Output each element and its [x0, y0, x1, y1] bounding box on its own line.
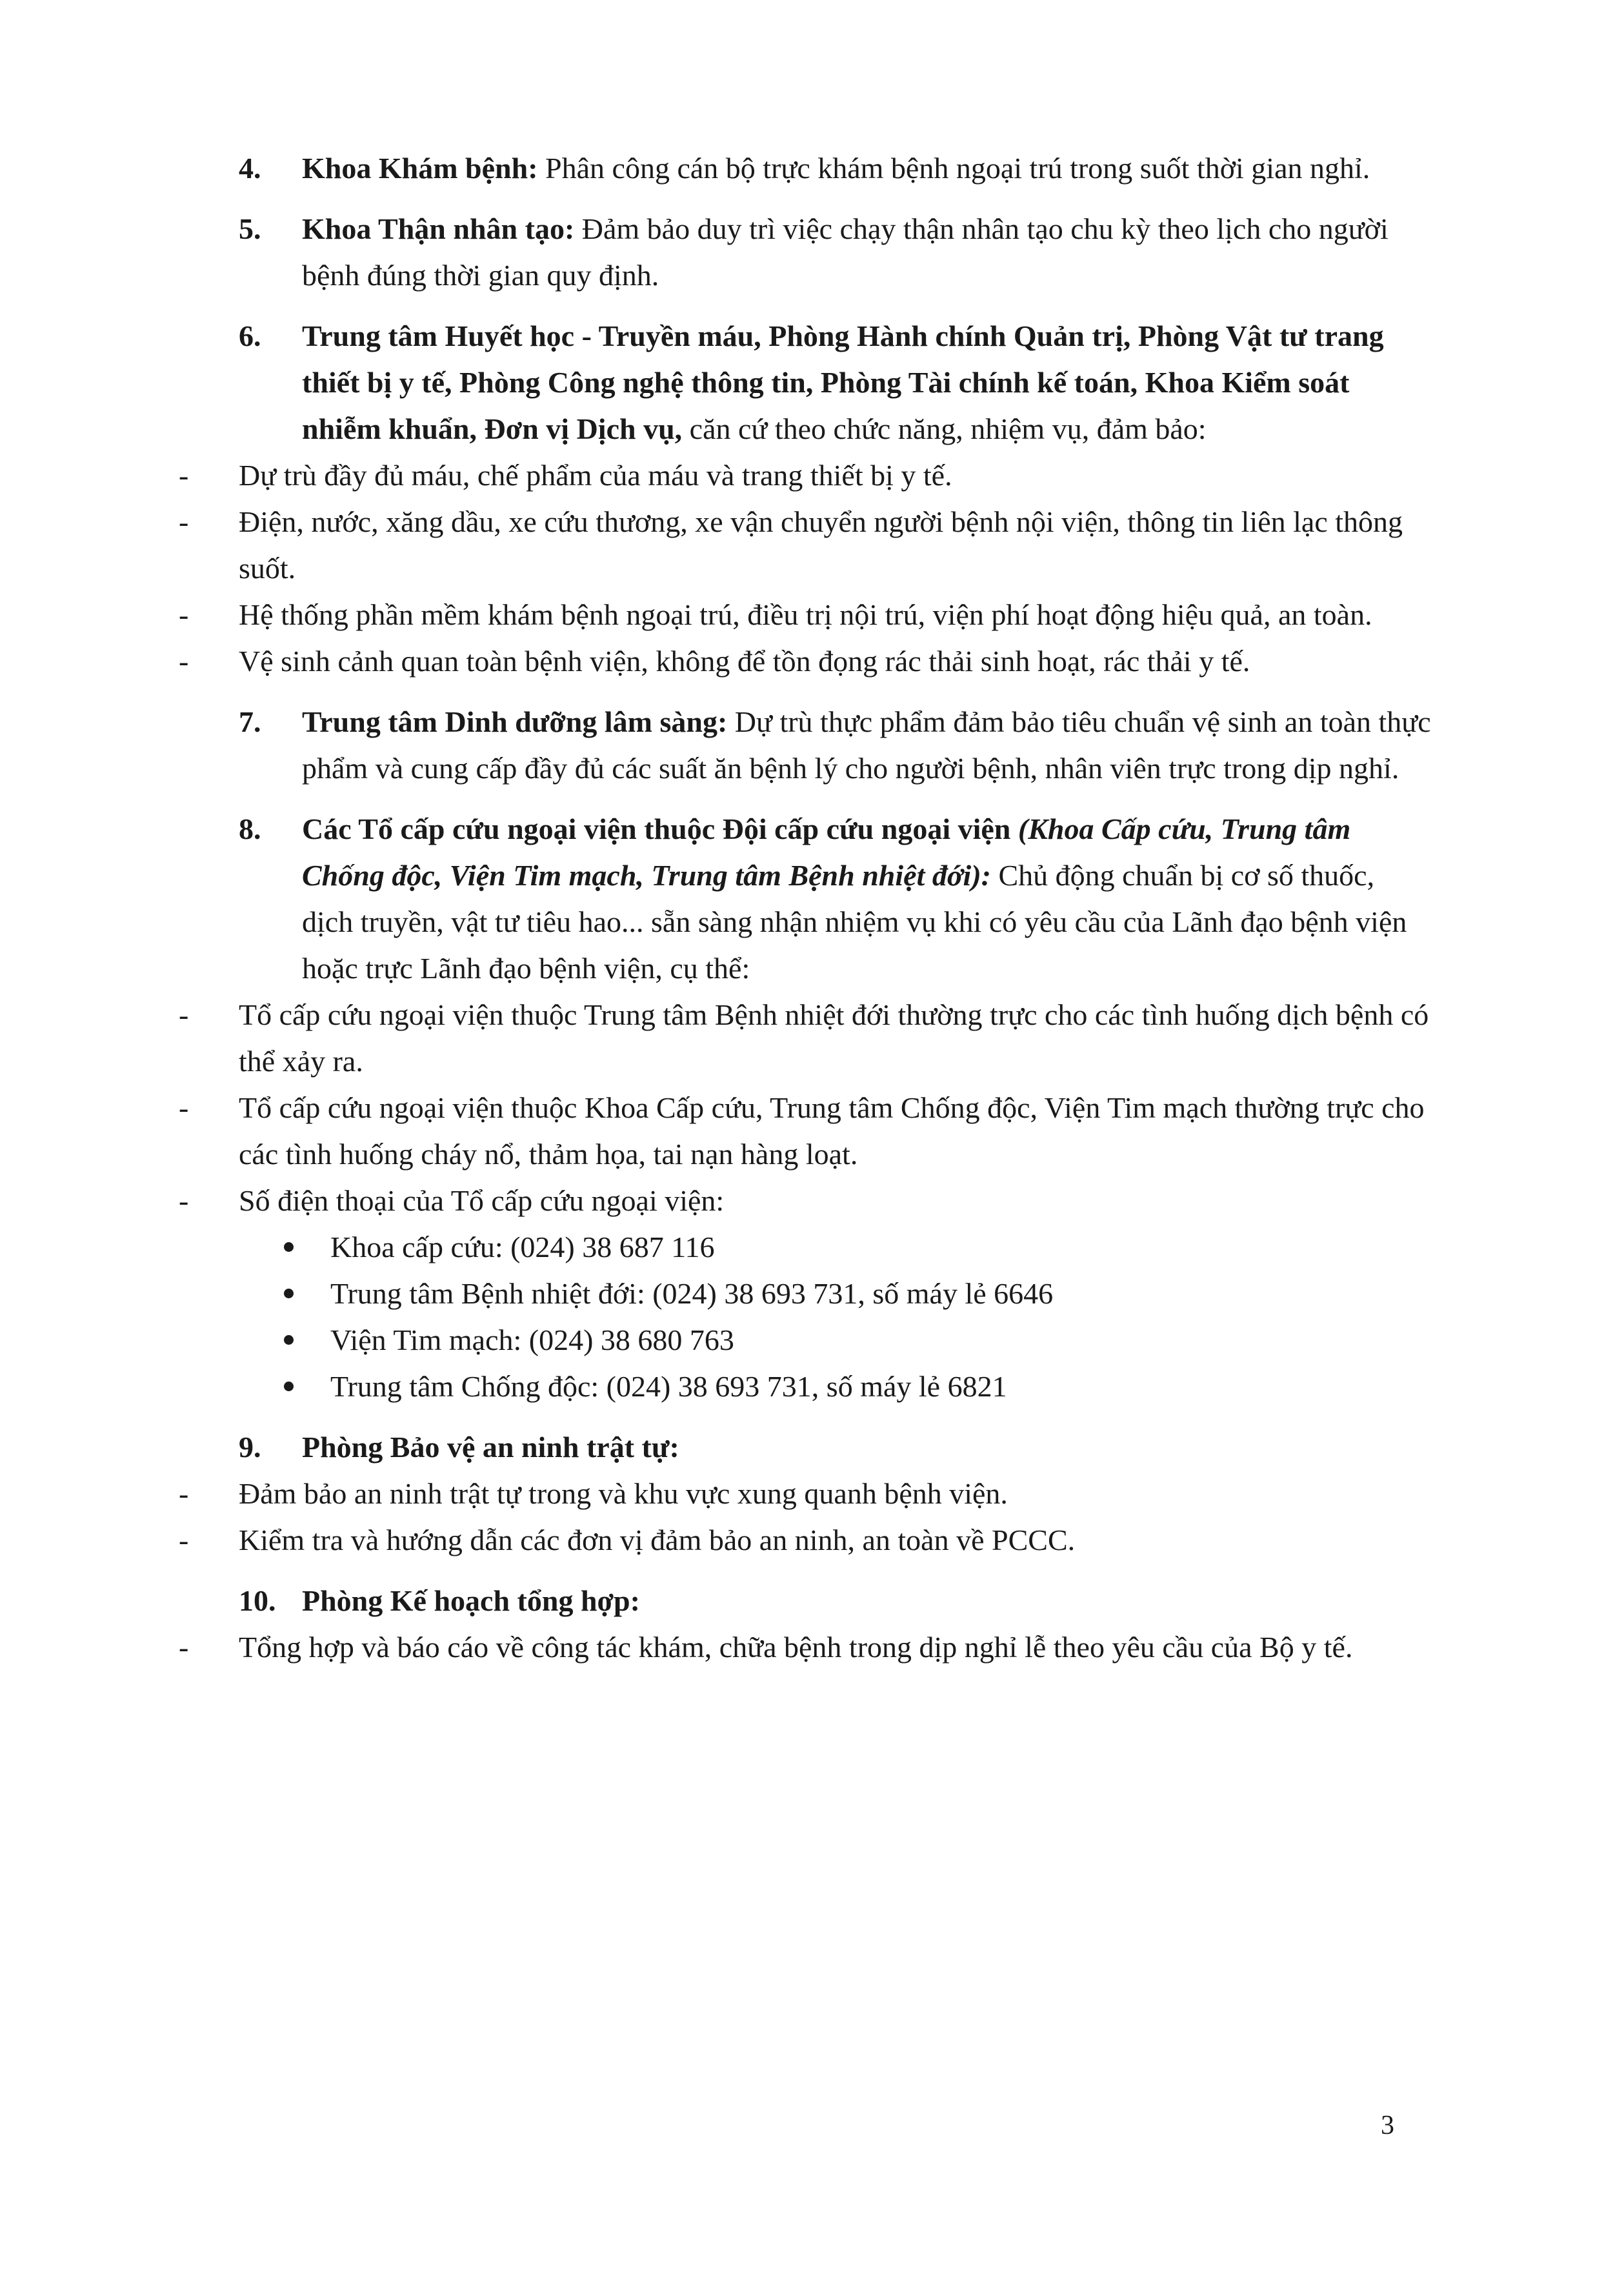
phone-list-item: Viện Tim mạch: (024) 38 680 763: [284, 1317, 1432, 1363]
section-item-7: [239, 699, 1432, 792]
list-item: - Kiểm tra và hướng dẫn các đơn vị đảm bảo an ninh, an toàn về PCCC.: [179, 1524, 1076, 1556]
list-item: - Tổng hợp và báo cáo về công tác khám, chữa bệnh trong dịp nghỉ lễ theo yêu cầu của Bộ y tế.: [179, 1631, 1353, 1664]
bullet-icon: [284, 1289, 294, 1298]
item-number: 5.: [239, 212, 261, 245]
list-item: - Điện, nước, xăng dầu, xe cứu thương, xe vận chuyển người bệnh nội viện, thông tin liên lạc thông suốt.: [179, 505, 1403, 585]
item-title: Trung tâm Dinh dưỡng lâm sàng:: [302, 705, 728, 738]
item-6-list: [175, 452, 1432, 685]
section-item-5: [239, 206, 1432, 299]
item-number: 9.: [239, 1431, 261, 1463]
section-item-10: [239, 1578, 1432, 1624]
item-number: 6.: [239, 319, 261, 352]
phone-list-item: Khoa cấp cứu: (024) 38 687 116: [284, 1224, 1432, 1271]
phone-list: [175, 1224, 1432, 1410]
item-10-list: [175, 1624, 1432, 1671]
phone-list-item: Trung tâm Chống độc: (024) 38 693 731, số máy lẻ 6821: [284, 1363, 1432, 1410]
item-title: Khoa Thận nhân tạo:: [302, 212, 575, 245]
item-number: 8.: [239, 812, 261, 845]
list-item: - Tổ cấp cứu ngoại viện thuộc Trung tâm Bệnh nhiệt đới thường trực cho các tình huống dịch bệnh có thể xảy ra.: [179, 998, 1429, 1078]
list-item: - Vệ sinh cảnh quan toàn bệnh viện, không để tồn đọng rác thải sinh hoạt, rác thải y tế.: [179, 645, 1250, 678]
list-item: - Hệ thống phần mềm khám bệnh ngoại trú, điều trị nội trú, viện phí hoạt động hiệu quả, an toàn.: [179, 598, 1372, 631]
item-title: Phòng Bảo vệ an ninh trật tự:: [302, 1431, 679, 1463]
item-number: 10.: [239, 1584, 276, 1617]
bullet-icon: [284, 1335, 294, 1345]
list-item: - Số điện thoại của Tổ cấp cứu ngoại viện:: [179, 1184, 725, 1217]
item-8-list: [175, 992, 1432, 1410]
item-text: Chủ động chuẩn bị cơ số thuốc, dịch truyền, vật tư tiêu hao... sẵn sàng nhận nhiệm vụ khi có yêu cầu của Lãnh đạo bệnh viện hoặc trực Lãnh đạo bệnh viện, cụ thể:: [302, 859, 1407, 985]
item-title: Phòng Kế hoạch tổng hợp:: [302, 1584, 640, 1617]
bullet-icon: [284, 1242, 294, 1252]
list-item: - Đảm bảo an ninh trật tự trong và khu vực xung quanh bệnh viện.: [179, 1477, 1008, 1510]
section-item-9: [239, 1424, 1432, 1471]
item-text: căn cứ theo chức năng, nhiệm vụ, đảm bảo:: [682, 412, 1207, 445]
item-italic-note: (Khoa Cấp cứu, Trung tâm Chống độc, Viện Tim mạch, Trung tâm Bệnh nhiệt đới):: [302, 812, 1351, 892]
list-item: - Dự trù đầy đủ máu, chế phẩm của máu và trang thiết bị y tế.: [179, 459, 952, 492]
page-number: 3: [1381, 2111, 1394, 2140]
item-title: Khoa Khám bệnh:: [302, 152, 538, 185]
item-title: Các Tổ cấp cứu ngoại viện thuộc Đội cấp cứu ngoại viện: [302, 812, 1011, 845]
bullet-icon: [284, 1382, 294, 1391]
item-text: Đảm bảo duy trì việc chạy thận nhân tạo chu kỳ theo lịch cho người bệnh đúng thời gian quy định.: [302, 212, 1388, 292]
item-text: Phân công cán bộ trực khám bệnh ngoại trú trong suốt thời gian nghỉ.: [537, 152, 1370, 185]
section-item-6: [239, 313, 1432, 452]
item-9-list: [175, 1471, 1432, 1564]
item-number: 7.: [239, 705, 261, 738]
item-text: Dự trù thực phẩm đảm bảo tiêu chuẩn vệ sinh an toàn thực phẩm và cung cấp đầy đủ các suất ăn bệnh lý cho người bệnh, nhân viên trực trong dịp nghỉ.: [302, 705, 1431, 785]
section-item-8: [239, 806, 1432, 992]
section-item-4: [239, 145, 1432, 192]
item-number: 4.: [239, 152, 261, 185]
item-title: Trung tâm Huyết học - Truyền máu, Phòng Hành chính Quản trị, Phòng Vật tư trang thiết bị y tế, Phòng Công nghệ thông tin, Phòng Tài chính kế toán, Khoa Kiểm soát nhiễm khuẩn, Đơn vị Dịch vụ,: [302, 319, 1384, 445]
document-body: [179, 145, 1432, 1671]
list-item: - Tổ cấp cứu ngoại viện thuộc Khoa Cấp cứu, Trung tâm Chống độc, Viện Tim mạch thường trực cho các tình huống cháy nổ, thảm họa, tai nạn hàng loạt.: [179, 1091, 1425, 1171]
phone-list-item: Trung tâm Bệnh nhiệt đới: (024) 38 693 731, số máy lẻ 6646: [284, 1271, 1432, 1317]
